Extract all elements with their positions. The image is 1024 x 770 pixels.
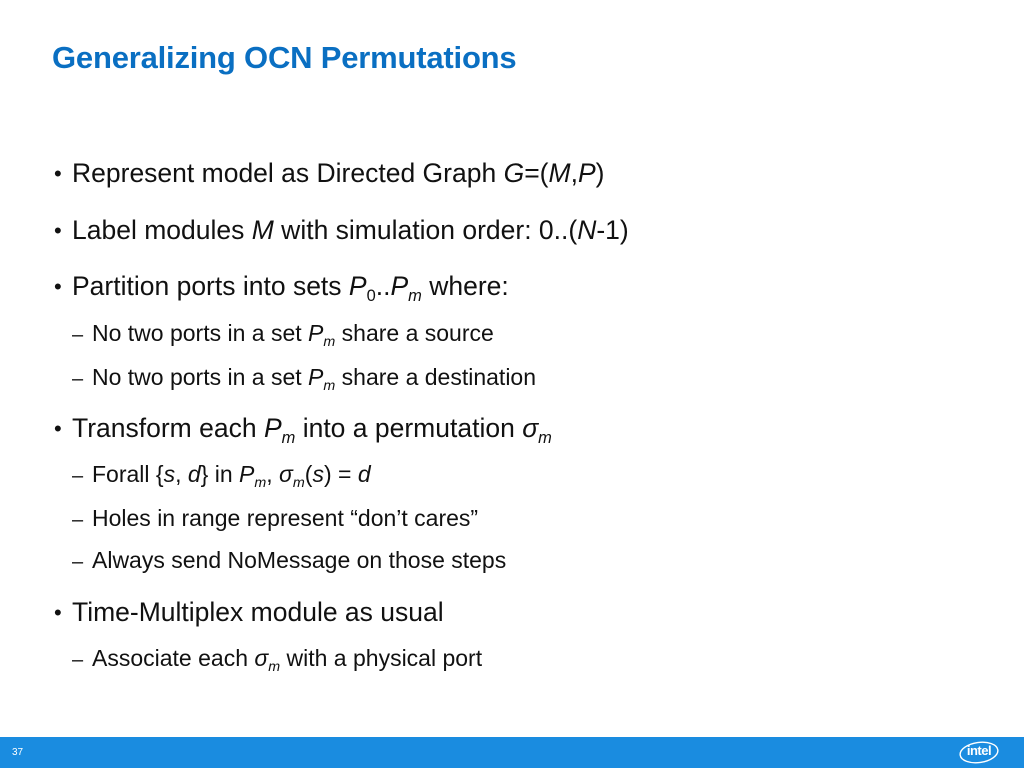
page-number: 37 [12, 747, 24, 758]
dash-marker: – [72, 368, 84, 390]
dash-marker: – [72, 509, 84, 531]
bullet-transform-permutation: • Transform each $P_m$ into a permutation $\sigma_m$ [54, 413, 552, 447]
dash-marker: – [72, 324, 84, 346]
sub-bullet-forall: – Forall {s, d} in $P_m$, $\sigma_m(s) = d$ [72, 461, 371, 491]
bullet-marker: • [54, 161, 62, 186]
slide-title: Generalizing OCN Permutations [52, 40, 517, 75]
dash-marker: – [72, 649, 84, 671]
sub-bullet-share-destination: – No two ports in a set $P_m$ share a destination [72, 364, 537, 394]
sub-bullet-share-source: – No two ports in a set $P_m$ share a source [72, 320, 494, 350]
bullet-marker: • [54, 600, 62, 625]
bullet-marker: • [54, 416, 62, 441]
dash-marker: – [72, 551, 84, 573]
bullet-marker: • [54, 274, 62, 299]
bullet-marker: • [54, 218, 62, 243]
intel-logo [958, 740, 1000, 765]
bullet-time-multiplex: • Time-Multiplex module as usual [54, 597, 444, 627]
intel-logo-text: intel [966, 743, 992, 758]
bullet-label-modules: • Label modules M with simulation order: 0..(N-1) [54, 215, 629, 245]
footer-bar [0, 737, 1024, 768]
sub-bullet-nomessage: – Always send NoMessage on those steps [72, 547, 507, 573]
dash-marker: – [72, 465, 84, 487]
sub-bullet-associate: – Associate each $\sigma_m$ with a physical port [72, 645, 483, 675]
sub-bullet-holes: – Holes in range represent “don’t cares” [72, 505, 479, 531]
bullet-partition-ports: • Partition ports into sets $P_0..P_m$ where: [54, 271, 509, 305]
bullet-directed-graph: • Represent model as Directed Graph G=(M,P) [54, 158, 605, 188]
